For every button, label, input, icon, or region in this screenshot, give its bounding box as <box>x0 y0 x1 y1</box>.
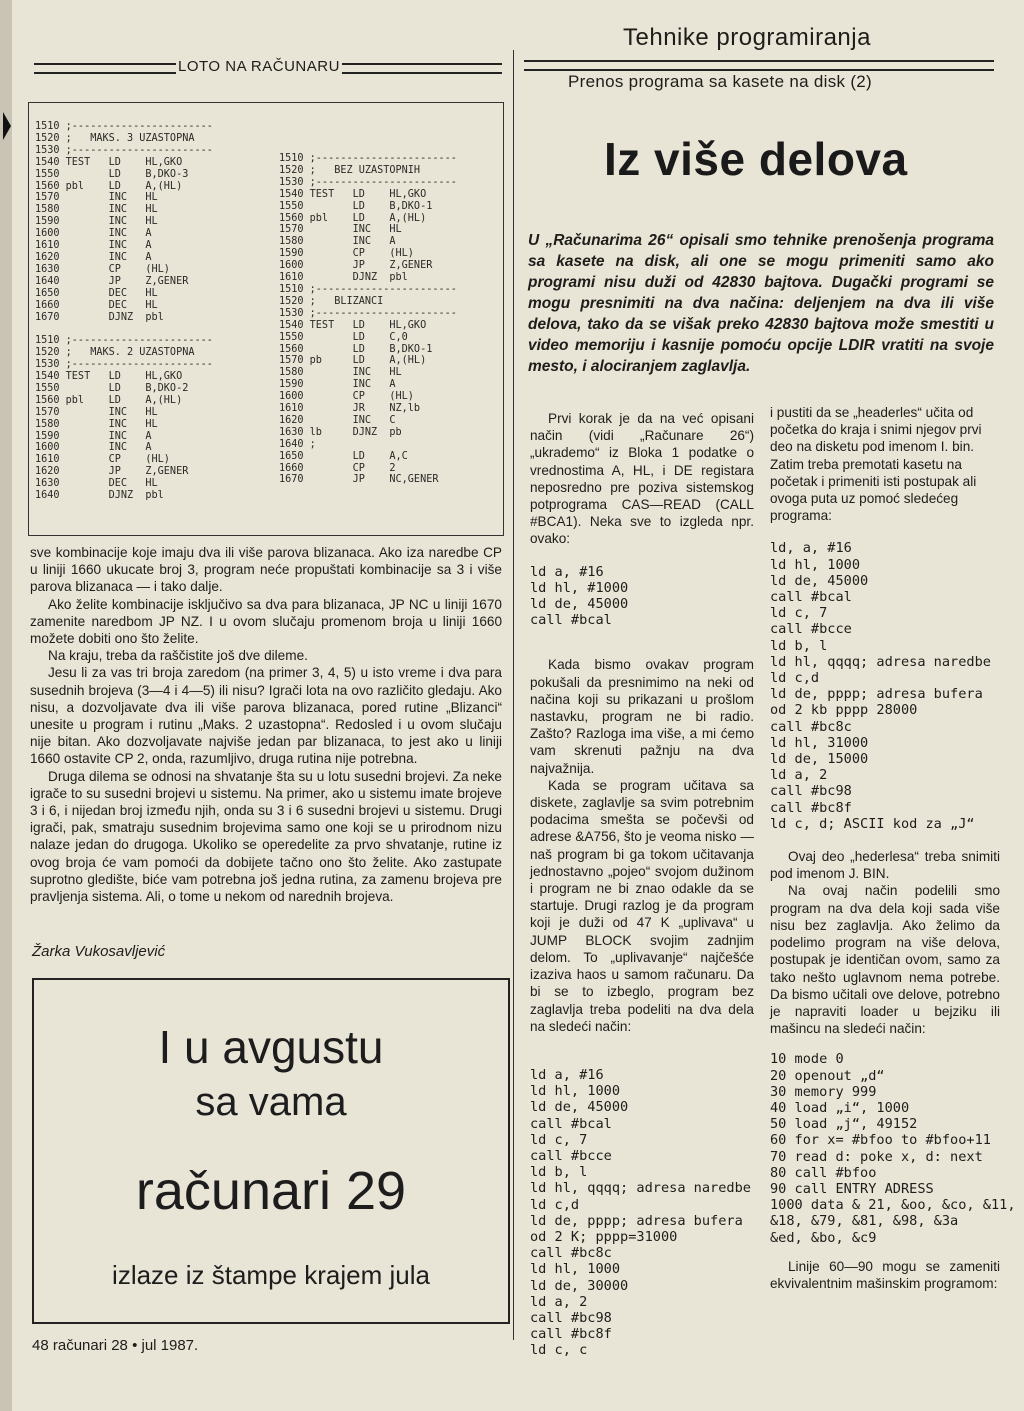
col2-paragraph-4: Linije 60—90 mogu se zameniti ekvivalentnim mašinskim programom: <box>770 1258 1000 1291</box>
left-article-body <box>30 544 502 905</box>
binding-marker-icon <box>3 112 11 140</box>
page-gutter <box>0 0 12 1411</box>
article-intro: U „Računarima 26“ opisali smo tehnike prenošenja programa sa kasete na disk, ali one se mogu primeniti samo ako programi nisu duži od 42830 bajtova. Dugački programi se mogu presnimiti na dva načina: deljenjem na dva ili više delova, tako da se višak preko 42830 bajtova može smestiti u video memoriju i kasnije pomoću opcije LDIR vratiti na svoje mesto, i alociranjem zaglavlja. <box>528 232 994 375</box>
col1-paragraph-3: Kada se program učitava sa diskete, zaglavlje sa svim potrebnim podacima smešta se počevši od adrese &A756, što je veoma nisko — naš program bi ga tokom učitavanja jednostavno „pojeo“ svojom dužinom i program ne bi znao odakle da se startuje. Drugi razlog je da program koji je duži od 47 K „uplivava“ u JUMP BLOCK svojim zadnjim delom. To „uplivavanje“ najčešće izaziva haos u samom računaru. Da bi se to izbeglo, program bez zaglavlja treba podeliti na dva dela na sledeći način: <box>530 777 754 1034</box>
col2-listing-2: 10 mode 0 20 openout „d“ 30 memory 999 40 load „i“, 1000 50 load „j“, 49152 60 for x= #bfoo to #bfoo+11 70 read d: poke x, d: next 80 call #bfoo 90 call ENTRY ADRESS 1000 data & 21, &oo, &co, &11, &18, &79, &81, &98, &3a &ed, &bo, &c9 <box>770 1051 1016 1246</box>
advert-box <box>32 978 510 1324</box>
col1-paragraph-1: Prvi korak je da na već opisani način (vidi „Računare 26“) „ukrademo“ iz Bloka 1 podatke o vrednostima A, HL, i DE registara neposredno pre poziva sistemskog potprograma CAS—READ (CALL #BCA1). Neka sve to izgleda npr. ovako: <box>530 411 754 547</box>
right-header-rule <box>524 60 994 71</box>
advert-line-2: sa vama <box>195 1080 347 1124</box>
left-paragraph-5: Druga dilema se odnosi na shvatanje šta su u lotu susedni brojevi. Za neke igrače to su susedni brojevi u sistemu. Na primer, ako u sistemu imate brojeve 3 i 6, i nijedan broj između njih, onda su 3 i 6 susedni brojevi u sistemu. Drugi igrači, pak, smatraju susednim brojevima samo one koji se u prirodnom nizu nalaze jedan do drugoga. Ukoliko se operedelite za prvo shvatanje, rutine iz ovog broja će vam pomoći da dobijete tačno ono što želite. Ako zastupate suprotno gledište, biće vam potrebna još jedna rutina, za zamenu brojeva pre pravljenja sistema. Ali, o tome u nekom od narednih brojeva. <box>30 768 502 905</box>
left-section-title: LOTO NA RAČUNARU <box>178 58 340 75</box>
article-subtitle: Prenos programa sa kasete na disk (2) <box>568 72 873 91</box>
col1-listing-1: ld a, #16 ld hl, #1000 ld de, 45000 call #bcal <box>530 563 629 629</box>
col2-listing-1: ld, a, #16 ld hl, 1000 ld de, 45000 call #bcal ld c, 7 call #bcce ld b, l ld hl, qqqq; adresa naredbe ld c,d ld de, pppp; adresa bufera od 2 kb pppp 28000 call #bc8c ld hl, 31000 ld de, 15000 ld a, 2 call #bc98 call #bc8f ld c, d; ASCII kod za „J“ <box>770 540 991 832</box>
right-section-title: Tehnike programiranja <box>623 24 871 51</box>
left-paragraph-3: Na kraju, treba da raščistite još dve dileme. <box>48 648 308 664</box>
col1-text-block-2 <box>530 656 754 1034</box>
advert-line-1: I u avgustu <box>158 1021 384 1073</box>
col2-paragraph-2: Ovaj deo „hederlesa“ treba snimiti pod imenom J. BIN. <box>770 849 1000 882</box>
listing-left-column: 1510 ;----------------------- 1520 ; MAKS. 3 UZASTOPNA 1530 ;----------------------- 1540 TEST LD HL,GKO 1550 LD B,DKO-3 1560 pbl LD A,(HL) 1570 INC HL 1580 INC HL 1590 INC HL 1600 INC A 1610 INC A 1620 INC A 1630 CP (HL) 1640 JP Z,GENER 1650 DEC HL 1660 DEC HL 1670 DJNZ pbl 1510 ;----------------------- 1520 ; MAKS. 2 UZASTOPNA 1530 ;----------------------- 1540 TEST LD HL,GKO 1550 LD B,DKO-2 1560 pbl LD A,(HL) 1570 INC HL 1580 INC HL 1590 INC A 1600 INC A 1610 CP (HL) 1620 JP Z,GENER 1630 DEC HL 1640 DJNZ pbl <box>35 121 213 502</box>
col1-paragraph-2: Kada bismo ovakav program pokušali da presnimimo na neki od načina koji su prikazani u prošlom nastavku, program ne bi radio. Zašto? Razloga ima više, a mi ćemo vam skrenuti pažnju na dva najvažnija. <box>530 657 754 776</box>
left-paragraph-1: sve kombinacije koje imaju dva ili više parova blizanaca. Ako iza naredbe CP u liniji 1660 ukucate broj 3, program neće propuštati kombinacije sa 3 i više parova blizanaca — i tako dalje. <box>30 545 502 595</box>
col1-listing-2: ld a, #16 ld hl, 1000 ld de, 45000 call #bcal ld c, 7 call #bcce ld b, l ld hl, qqqq; adresa naredbe ld c,d ld de, pppp; adresa bufera od 2 K; pppp=31000 call #bc8c ld hl, 1000 ld de, 30000 ld a, 2 call #bc98 call #bc8f ld c, c <box>530 1066 751 1359</box>
col2-paragraph-1: i pustiti da se „headerles“ učita od početka do kraja i snimi njegov prvi deo na disketu pod imenom I. bin. Zatim treba premotati kasetu na početak i primeniti isti postupak ali ovoga puta uz pomoć sledećeg programa: <box>770 405 982 524</box>
col2-text-block-2 <box>770 848 1000 1037</box>
left-paragraph-2: Ako želite kombinacije isključivo sa dva para blizanaca, JP NC u liniji 1670 zamenite naredbom JP NZ. I u ovom slučaju promenom broja u liniji 1660 možete dobiti ono što želite. <box>30 596 502 647</box>
left-paragraph-4: Jesu li za vas tri broja zaredom (na primer 3, 4, 5) u isto vreme i dva para susednih brojeva (3—4 i 4—5) ili nisu? Igrači lota na ovo različito gledaju. Ako nisu, a dozvoljavate dva ili više parova blizanaca, pored rutine „Blizanci“ unesite u program i rutinu „Maks. 2 uzastopna“. Redosled i u ovom slučaju nije bitan. Ako dozvoljavate najviše jedan par blizanaca, to jest ako u liniji 1660 ostavite CP 2, onda, razumljivo, druga rutina nije potrebna. <box>30 665 502 767</box>
advert-line-3: računari 29 <box>135 1161 407 1221</box>
article-title: Iz više delova <box>604 133 908 185</box>
advert-line-4: izlaze iz štampe krajem jula <box>112 1260 430 1290</box>
author-name: Žarka Vukosavljević <box>32 943 166 960</box>
article-column-1 <box>530 410 754 1359</box>
column-divider <box>513 50 514 1340</box>
col2-paragraph-3: Na ovaj način podelili smo program na dva dela koji sada više nisu bez zaglavlja. Ako želimo da podelimo program na više delova, postupak je identičan ovom, samo za tako nešto uglavnom nema potrebe. Da bismo učitali ove delove, potrebno je napraviti loader u bejziku ili mašincu na sledeći način: <box>770 883 1000 1037</box>
article-column-2 <box>770 404 1016 1292</box>
listing-right-column: 1510 ;----------------------- 1520 ; BEZ UZASTOPNIH 1530 ;----------------------- 1540 TEST LD HL,GKO 1550 LD B,DKO-1 1560 pbl LD A,(HL) 1570 INC HL 1580 INC A 1590 CP (HL) 1600 JP Z,GENER 1610 DJNZ pbl 1510 ;----------------------- 1520 ; BLIZANCI 1530 ;----------------------- 1540 TEST LD HL,GKO 1550 LD C,0 1560 LD B,DKO-1 1570 pb LD A,(HL) 1580 INC HL 1590 INC A 1600 CP (HL) 1610 JR NZ,lb 1620 INC C 1630 lb DJNZ pb 1640 ; 1650 LD A,C 1660 CP 2 1670 JP NC,GENER <box>279 153 457 486</box>
listing-box <box>28 102 504 536</box>
page-footer: 48 računari 28 • jul 1987. <box>32 1337 199 1354</box>
